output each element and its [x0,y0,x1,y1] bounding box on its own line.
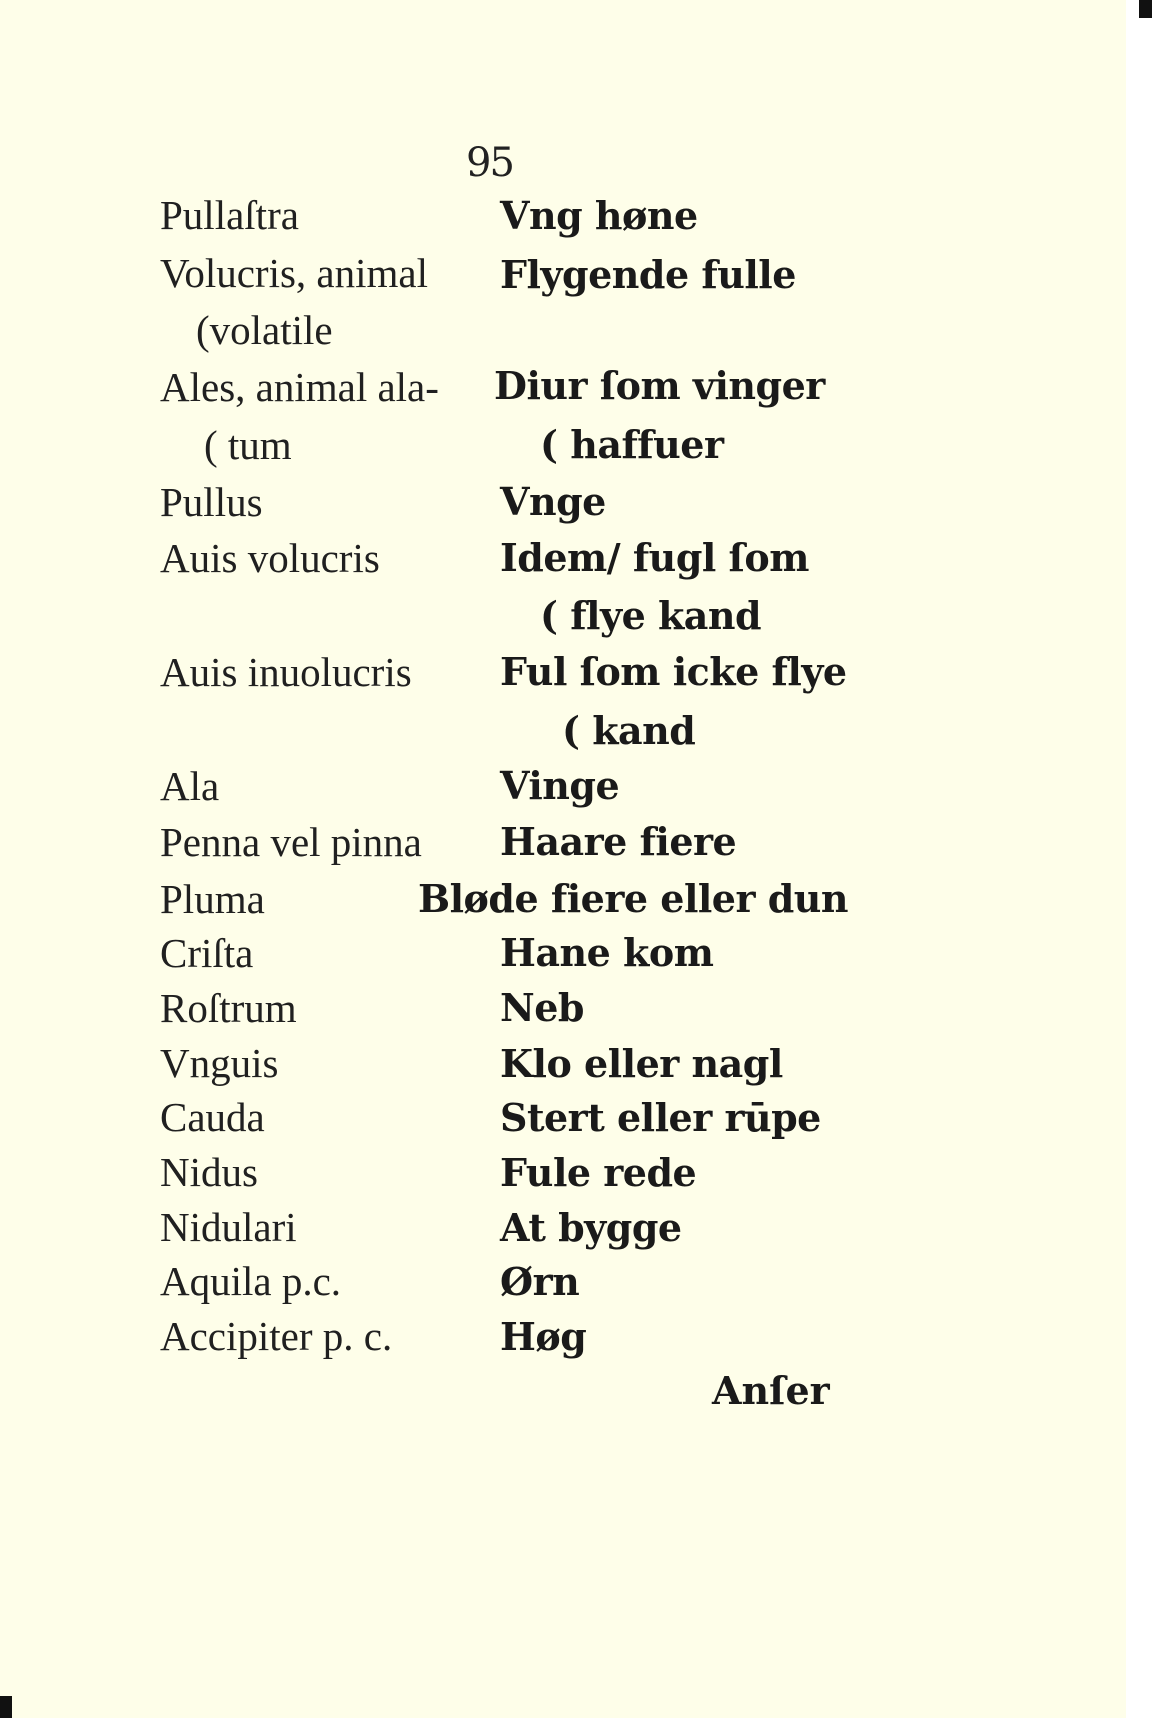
danish-gloss: Klo eller nagl [500,1041,783,1086]
latin-term: ( tum [204,422,292,468]
latin-term: Vnguis [160,1040,279,1086]
danish-gloss: Haare fiere [500,819,737,864]
danish-gloss: Hane kom [500,930,714,975]
danish-gloss: Bløde fiere eller dun [418,876,849,921]
latin-term: Pullaſtra [160,192,299,238]
danish-gloss: Fule rede [500,1150,697,1195]
page-right-edge [1126,0,1152,1718]
latin-term: Cauda [160,1094,265,1140]
latin-term: Volucris, animal [160,250,428,296]
danish-gloss: Flygende fulle [500,252,796,297]
latin-term: Pullus [160,479,263,525]
latin-term: Aquila p.c. [160,1258,342,1304]
latin-term: Penna vel pinna [160,819,422,865]
danish-gloss: ( haffuer [540,422,724,467]
latin-term: Auis volucris [160,535,380,581]
danish-gloss: ( kand [562,708,696,753]
catchword: Anſer [712,1368,830,1413]
latin-term: Auis inuolucris [160,649,412,695]
latin-term: Nidus [160,1149,258,1195]
danish-gloss: Stert eller rūpe [500,1095,821,1140]
danish-gloss: At bygge [500,1205,682,1250]
danish-gloss: Vng høne [500,193,698,238]
danish-gloss: Vnge [500,479,606,524]
latin-term: Pluma [160,876,265,922]
danish-gloss: ( flye kand [540,593,762,638]
danish-gloss: Ørn [500,1259,580,1304]
danish-gloss: Vinge [500,763,620,808]
danish-gloss: Idem/ fugl ſom [500,535,809,580]
scan-corner-mark [0,1696,12,1718]
scan-edge-mark [1139,0,1152,18]
danish-gloss: Høg [500,1314,587,1359]
danish-gloss: Neb [500,985,584,1030]
danish-gloss: Diur ſom vinger [494,363,825,408]
latin-term: Ala [160,763,220,809]
latin-term: Nidulari [160,1204,297,1250]
danish-gloss: Ful ſom icke flye [500,649,847,694]
latin-term: Roſtrum [160,985,297,1031]
page-number: 95 [466,140,513,186]
latin-term: Ales, animal ala- [160,364,439,410]
latin-term: (volatile [196,307,333,353]
latin-term: Criſta [160,930,254,976]
latin-term: Accipiter p. c. [160,1313,393,1359]
